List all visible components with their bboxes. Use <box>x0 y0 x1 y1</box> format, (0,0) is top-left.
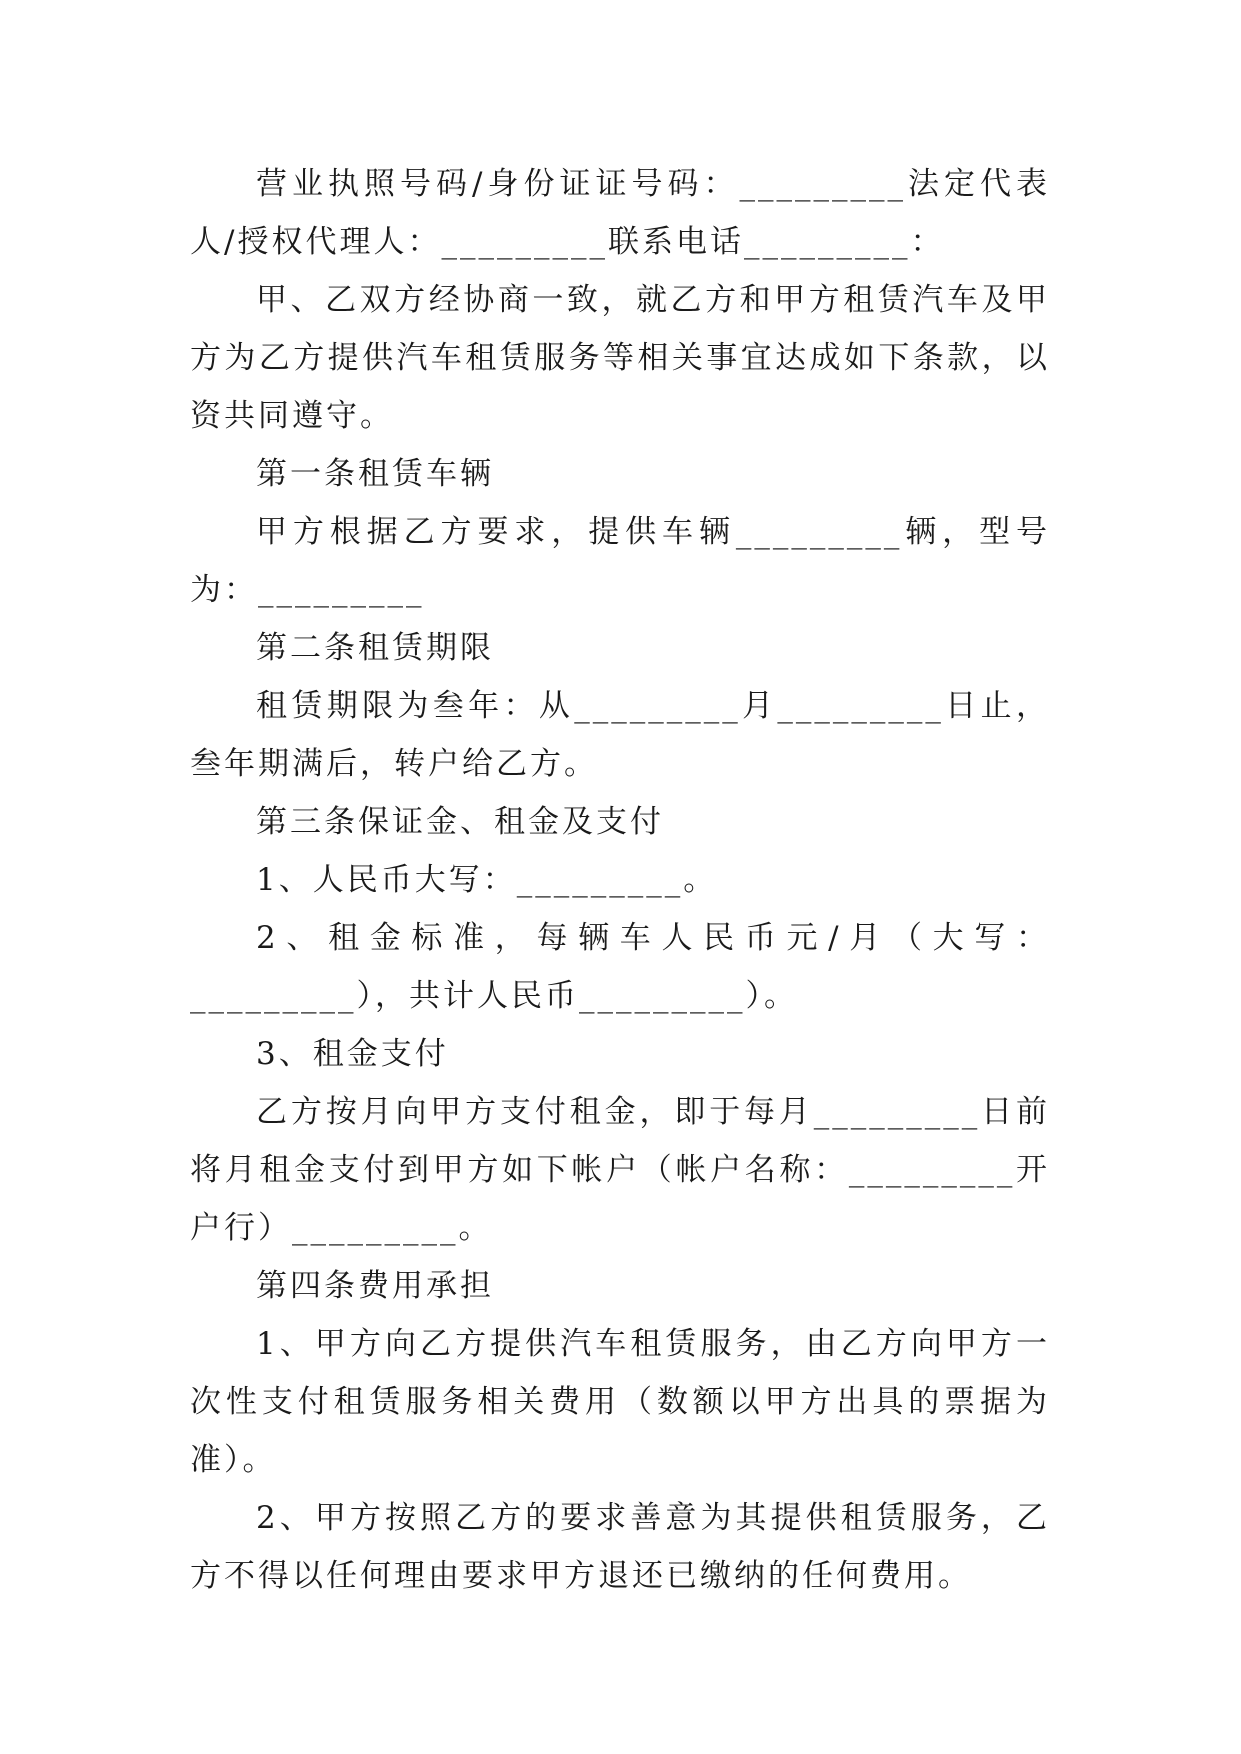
article-3-item-1: 1、人民币大写：_________。 <box>256 862 718 898</box>
article-4-item-2: 2、甲方按照乙方的要求善意为其提供租赁服务，乙方不得以任何理由要求甲方退还已缴纳的任何费用。 <box>190 1500 1050 1594</box>
article-3-heading: 第三条保证金、租金及支付 <box>256 804 664 840</box>
article-3-item-3-title: 3、租金支付 <box>256 1036 449 1072</box>
article-1-body: 甲方根据乙方要求，提供车辆_________辆，型号为：_________ <box>190 514 1050 608</box>
agreement-intro-paragraph: 甲、乙双方经协商一致，就乙方和甲方租赁汽车及甲方为乙方提供汽车租赁服务等相关事宜达成如下条款，以资共同遵守。 <box>190 282 1050 434</box>
article-4-item-1: 1、甲方向乙方提供汽车租赁服务，由乙方向甲方一次性支付租赁服务相关费用（数额以甲方出具的票据为准）。 <box>190 1326 1050 1478</box>
license-and-representative-paragraph: 营业执照号码/身份证证号码：_________法定代表人/授权代理人：_________联系电话_________： <box>190 166 1050 260</box>
article-3-item-2: 2、租金标准，每辆车人民币元/月（大写：_________），共计人民币_________）。 <box>190 920 1050 1014</box>
document-body <box>190 155 1050 1605</box>
article-3-item-3-body: 乙方按月向甲方支付租金，即于每月_________日前将月租金支付到甲方如下帐户（帐户名称：_________开户行）_________。 <box>190 1094 1050 1246</box>
article-2-body: 租赁期限为叁年：从_________月_________日止，叁年期满后，转户给乙方。 <box>190 688 1050 782</box>
article-4-heading: 第四条费用承担 <box>256 1268 494 1304</box>
article-1-heading: 第一条租赁车辆 <box>256 456 494 492</box>
article-2-heading: 第二条租赁期限 <box>256 630 494 666</box>
